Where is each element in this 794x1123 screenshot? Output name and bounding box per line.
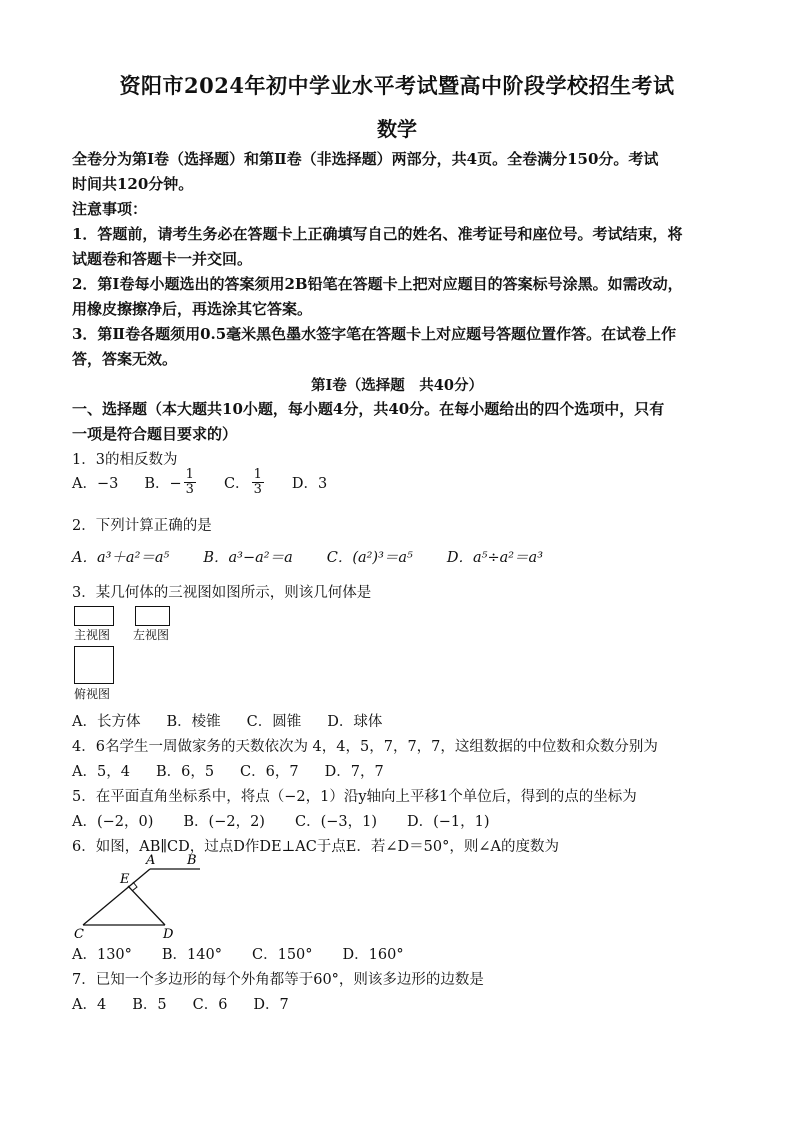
intro-line-1: 全卷分为第Ⅰ卷（选择题）和第Ⅱ卷（非选择题）两部分，共4页。全卷满分150分。考试 — [72, 150, 659, 168]
left-view-label: 左视图 — [133, 628, 170, 642]
q7-option-d: D．7 — [253, 997, 289, 1013]
q1-option-b-fraction — [184, 468, 196, 497]
q4-option-a: A．5，4 — [72, 764, 130, 780]
q6-option-c: C．150° — [252, 947, 313, 963]
notice-1a: 1．答题前，请考生务必在答题卡上正确填写自己的姓名、准考证号和座位号。考试结束，将 — [72, 225, 683, 243]
point-label-d: D — [163, 927, 174, 942]
q3-option-b: B．棱锥 — [166, 714, 221, 730]
q5-option-c: C．(−3，1) — [294, 814, 377, 830]
point-label-c: C — [74, 927, 84, 942]
q2-option-d: D．a⁵÷a²＝a³ — [446, 550, 544, 566]
q2-stem: 2．下列计算正确的是 — [72, 518, 212, 534]
exam-title: 资阳市2024年初中学业水平考试暨高中阶段学校招生考试 — [119, 73, 675, 98]
notice-2b: 用橡皮擦擦净后，再选涂其它答案。 — [72, 300, 313, 318]
q6-option-a: A．130° — [72, 947, 132, 963]
q1-option-c-fraction — [252, 468, 264, 497]
q3-option-a: A．长方体 — [72, 714, 141, 730]
notice-title: 注意事项： — [72, 200, 148, 218]
fraction-numerator: 1 — [253, 467, 262, 482]
front-view-rectangle — [74, 606, 114, 626]
exam-subject: 数学 — [377, 117, 417, 141]
segment-ac — [83, 869, 150, 925]
q4-option-d: D．7，7 — [324, 764, 384, 780]
q4-option-c: C．6，7 — [240, 764, 299, 780]
q7-options — [72, 993, 315, 1014]
q6-geometry-figure — [70, 852, 220, 942]
q1-option-c-prefix: C． — [223, 476, 250, 492]
fraction-denominator: 3 — [253, 482, 262, 497]
q5-stem: 5．在平面直角坐标系中，将点（−2，1）沿y轴向上平移1个单位后，得到的点的坐标为 — [72, 789, 637, 805]
intro-line-2: 时间共120分钟。 — [72, 175, 194, 193]
q3-options — [72, 710, 408, 731]
fraction-denominator: 3 — [185, 482, 194, 497]
q5-options — [72, 810, 516, 831]
q1-option-b-prefix: B．− — [144, 476, 182, 492]
top-view-square — [74, 646, 114, 684]
q2-option-c: C．(a²)³＝a⁵ — [326, 550, 413, 566]
left-view-rectangle — [135, 606, 170, 626]
q2-option-b: B．a³−a²＝a — [203, 550, 293, 566]
q1-option-c — [224, 468, 266, 497]
q3-option-c: C．圆锥 — [246, 714, 302, 730]
q1-options — [72, 468, 353, 497]
part-one-instructions-a: 一、选择题（本大题共10小题，每小题4分，共40分。在每小题给出的四个选项中，只有 — [72, 400, 665, 418]
notice-3b: 答，答案无效。 — [72, 350, 178, 368]
q6-option-d: D．160° — [342, 947, 404, 963]
q5-option-a: A．(−2，0) — [72, 814, 154, 830]
q2-options — [72, 546, 569, 567]
notice-3a: 3．第Ⅱ卷各题须用0.5毫米黑色墨水签字笔在答题卡上对应题号答题位置作答。在试卷上作 — [72, 325, 677, 343]
q6-stem: 6．如图，AB∥CD，过点D作DE⊥AC于点E．若∠D＝50°，则∠A的度数为 — [72, 839, 559, 855]
q6-option-b: B．140° — [161, 947, 222, 963]
segment-de — [128, 886, 165, 925]
point-label-a: A — [146, 853, 156, 868]
notice-2a: 2．第Ⅰ卷每小题选出的答案须用2B铅笔在答题卡上把对应题目的答案标号涂黑。如需改动， — [72, 275, 683, 293]
q5-option-d: D．(−1，1) — [406, 814, 490, 830]
part-one-instructions-b: 一项是符合题目要求的） — [72, 425, 238, 443]
q1-option-a: A．−3 — [72, 476, 119, 492]
q7-stem: 7．已知一个多边形的每个外角都等于60°，则该多边形的边数是 — [72, 972, 484, 988]
q7-option-b: B．5 — [132, 997, 167, 1013]
q4-stem: 4．6名学生一周做家务的天数依次为 4，4，5，7，7，7，这组数据的中位数和众数分别为 — [72, 739, 658, 755]
q4-option-b: B．6，5 — [155, 764, 215, 780]
top-view-label: 俯视图 — [74, 687, 111, 701]
front-view-label: 主视图 — [74, 628, 111, 642]
q2-option-a: A．a³＋a²＝a⁵ — [72, 550, 170, 566]
point-label-b: B — [187, 853, 197, 868]
q3-stem: 3．某几何体的三视图如图所示，则该几何体是 — [72, 585, 372, 601]
q3-option-d: D．球体 — [327, 714, 383, 730]
fraction-numerator: 1 — [185, 467, 194, 482]
notice-1b: 试题卷和答题卡一并交回。 — [72, 250, 253, 268]
q1-option-b — [144, 468, 198, 497]
point-label-e: E — [120, 872, 130, 887]
section-heading: 第Ⅰ卷（选择题 共40分） — [311, 377, 483, 394]
q6-options — [72, 943, 430, 964]
q1-stem: 1．3的相反数为 — [72, 452, 178, 468]
q5-option-b: B．(−2，2) — [183, 814, 265, 830]
q1-option-d: D．3 — [291, 476, 328, 492]
q7-option-c: C．6 — [192, 997, 228, 1013]
q7-option-a: A．4 — [72, 997, 107, 1013]
q4-options — [72, 760, 410, 781]
